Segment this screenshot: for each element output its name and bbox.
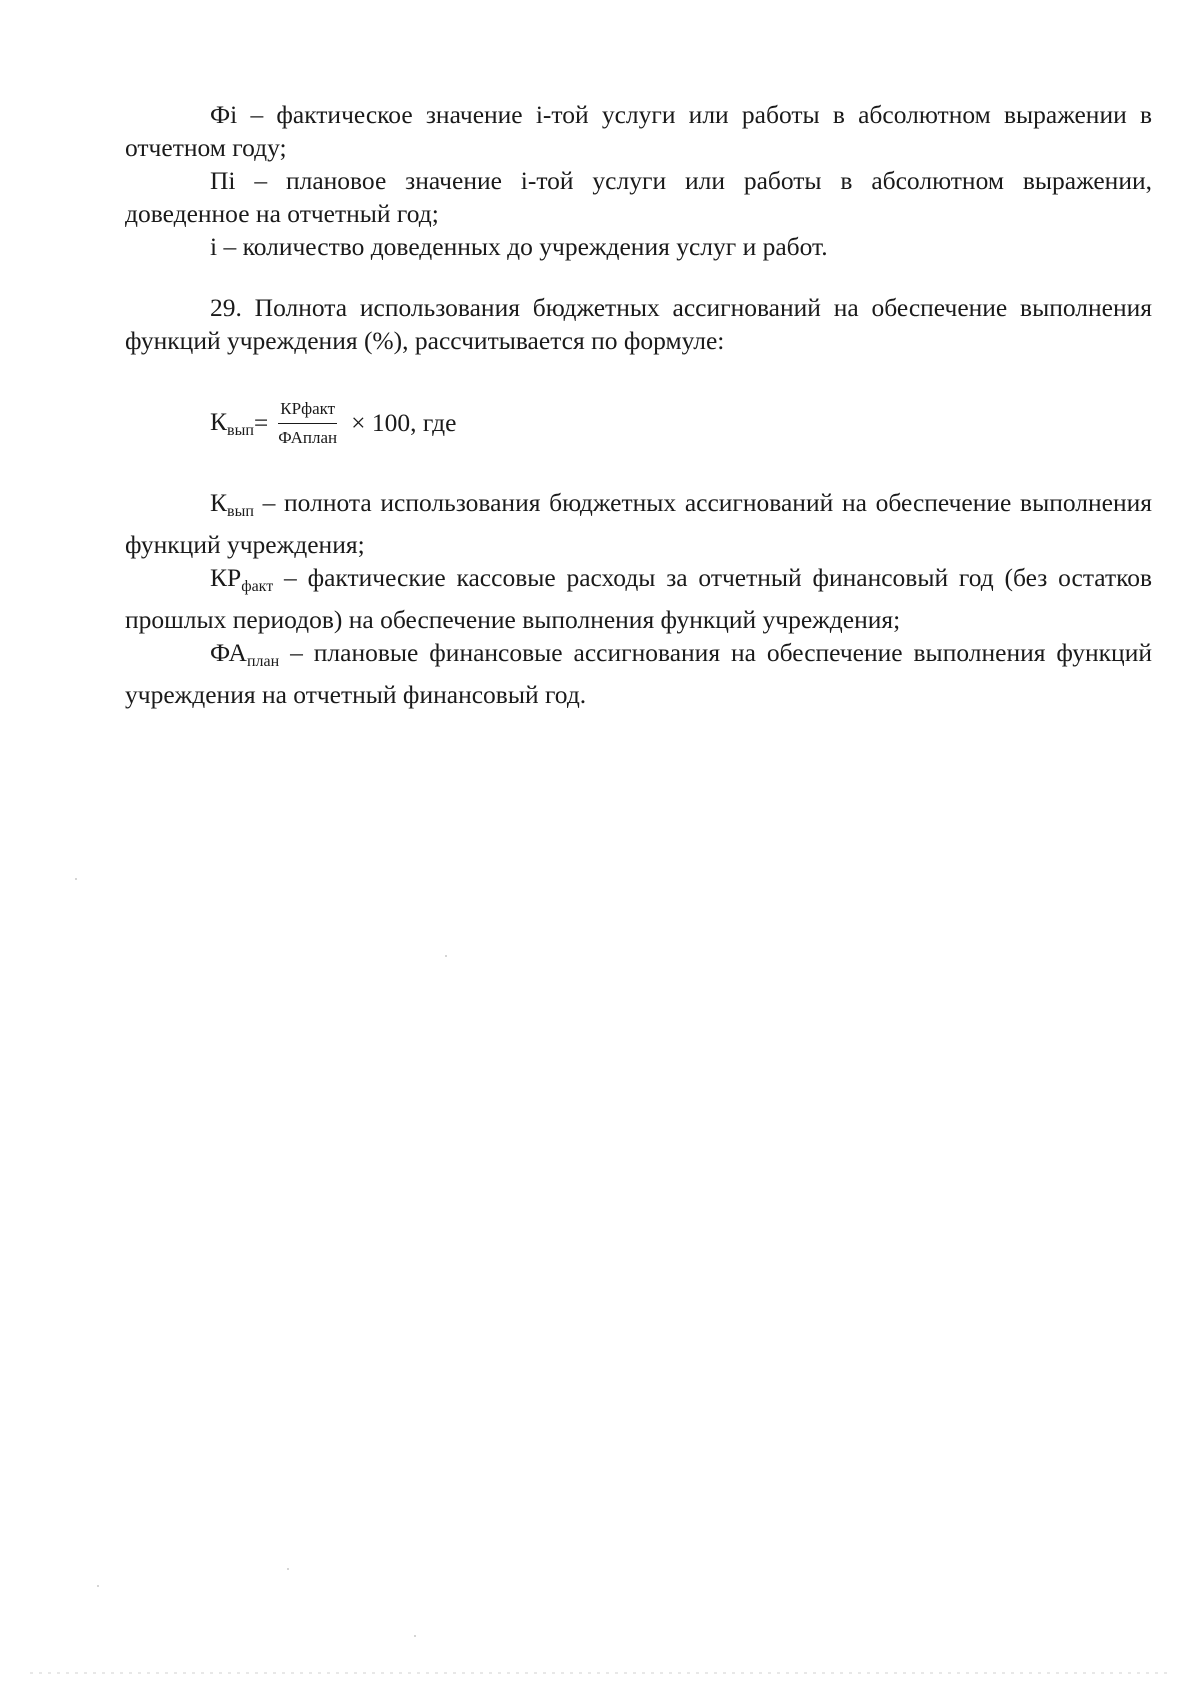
definition-faplan-text: – плановые финансовые ассигнования на обеспечение выполнения функций учреждения на отчетный финансовый год. (125, 638, 1152, 709)
document-page (125, 98, 1152, 711)
definition-pi (125, 164, 1152, 230)
definition-faplan: $ФА_{план}$ – плановые финансовые ассигнования на обеспечение выполнения функций учреждения на отчетный финансовый год. (125, 638, 1152, 709)
definition-krfakt: $КР_{факт}$ – фактические кассовые расходы за отчетный финансовый год (без остатков прошлых периодов) на обеспечение выполнения функций учреждения; (125, 563, 1152, 634)
definition-i-text: – количество доведенных до учреждения услуг и работ. (217, 232, 828, 261)
definition-kvyp-text: – полнота использования бюджетных ассигнований на обеспечение выполнения функций учреждения; (125, 488, 1152, 559)
scan-edge-noise (30, 1672, 1170, 1674)
formula-lhs: $К_{вып}$ (210, 406, 254, 439)
formula-fraction (276, 398, 339, 449)
definition-kvyp: $К_{вып}$ – полнота использования бюджетных ассигнований на обеспечение выполнения функций учреждения; (125, 488, 1152, 559)
formula-equals: = (253, 408, 269, 437)
formula-kvyp (210, 393, 1152, 453)
scan-speck (445, 955, 447, 957)
definition-pi-text: – плановое значение i-той услуги или работы в абсолютном выражении, доведенное на отчетный год; (125, 166, 1152, 228)
definition-krfakt-text: – фактические кассовые расходы за отчетный финансовый год (без остатков прошлых периодов) на обеспечение выполнения функций учреждения; (125, 563, 1152, 634)
scan-speck (75, 878, 77, 880)
formula-tail: × 100, где (351, 408, 457, 437)
symbol-i: i (210, 232, 218, 261)
scan-speck (287, 1568, 289, 1570)
symbol-fi: Фi (210, 100, 238, 129)
definition-fi (125, 98, 1152, 164)
definition-fi-text: – фактическое значение i-той услуги или работы в абсолютном выражении в отчетном году; (125, 100, 1152, 162)
definition-i (125, 230, 1152, 263)
section-29-heading: 29. Полнота использования бюджетных ассигнований на обеспечение выполнения функций учреждения (%), рассчитывается по формуле: (125, 293, 1152, 355)
formula-denominator: ФАплан (278, 427, 338, 447)
symbol-pi: Пi (210, 166, 236, 195)
scan-speck (97, 1585, 99, 1587)
formula-numerator: КРфакт (278, 398, 337, 424)
scan-speck (414, 1635, 416, 1637)
